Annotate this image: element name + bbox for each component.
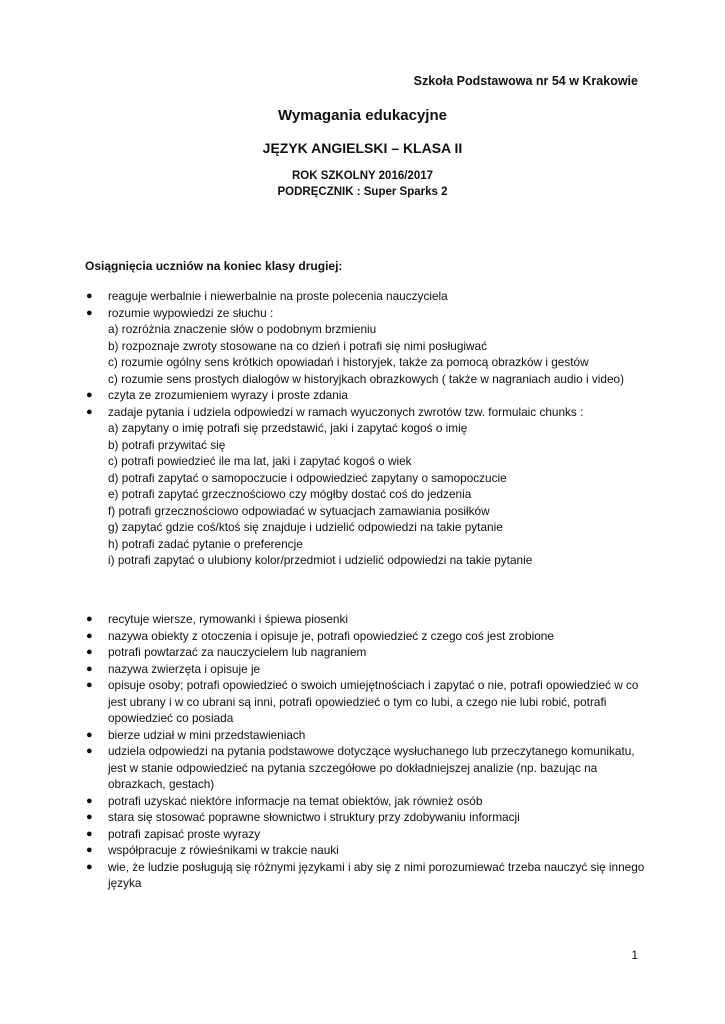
list-item [85,611,645,628]
sub-item: c) rozumie sens prostych dialogów w historyjkach obrazkowych ( także w nagraniach audio i video) [108,371,625,386]
sub-item: d) potrafi zapytać o samopoczucie i odpowiedzieć zapytany o samopoczucie [108,470,507,485]
bullet-icon: ● [86,811,93,823]
list-item [85,661,645,678]
bullet-icon: ● [86,646,93,658]
list-item-text: potrafi zapisać proste wyrazy [108,826,261,841]
list-item [85,628,645,645]
section-heading: Osiągnięcia uczniów na koniec klasy drugiej: [85,259,343,273]
bullet-icon: ● [86,290,93,302]
list-item-text: współpracuje z rówieśnikami w trakcie nauki [108,843,339,857]
sub-item: f) potrafi grzecznościowo odpowiadać w sytuacjach zamawiania posiłków [108,503,490,518]
sub-item: h) potrafi zadać pytanie o preferencje [108,536,303,551]
list-item [85,677,645,727]
list-item [85,743,645,793]
bullet-icon: ● [86,728,93,741]
bullet-icon: ● [86,306,93,319]
list-item-text: nazywa zwierzęta i opisuje je [108,661,261,676]
bullet-icon: ● [86,629,93,642]
sub-item: b) potrafi przywitać się [108,437,226,452]
list-item [85,826,645,843]
achievements-list-1 [85,288,645,569]
list-item-text: bierze udział w mini przedstawieniach [108,727,306,742]
list-item-text: zadaje pytania i udziela odpowiedzi w ramach wyuczonych zwrotów tzw. formulaic chunks : [108,404,584,419]
page-number: 1 [631,948,638,962]
bullet-icon: ● [86,745,93,757]
bullet-icon: ● [86,827,93,840]
list-item-text: stara się stosować poprawne słownictwo i struktury przy zdobywaniu informacji [108,810,520,824]
school-name: Szkoła Podstawowa nr 54 w Krakowie [413,74,638,88]
sub-item: a) zapytany o imię potrafi się przedstawić, jaki i zapytać kogoś o imię [108,421,468,435]
list-item [85,727,645,744]
sub-item: c) potrafi powiedzieć ile ma lat, jaki i zapytać kogoś o wiek [108,454,412,468]
document-title: Wymagania edukacyjne [278,107,447,124]
list-item [85,305,645,388]
list-item [85,842,645,859]
list-item [85,387,645,404]
list-item [85,809,645,826]
textbook-title: PODRĘCZNIK : Super Sparks 2 [277,186,448,198]
sub-item: c) rozumie ogólny sens krótkich opowiadań i historyjek, także za pomocą obrazków i gestów [108,355,589,369]
list-item-text: recytuje wiersze, rymowanki i śpiewa piosenki [108,612,348,626]
list-item-text: udziela odpowiedzi na pytania podstawowe dotyczące wysłuchanego lub przeczytanego komunikatu, jest w stanie odpowiedzieć na pytania szczegółowe po dokładniejszej analizie (np. bazując na obrazkach, gestach) [108,744,635,791]
list-item-text: potrafi powtarzać za nauczycielem lub nagraniem [108,645,367,659]
bullet-icon: ● [86,844,93,856]
sub-item: g) zapytać gdzie coś/ktoś się znajduje i udzielić odpowiedzi na takie pytanie [108,520,503,534]
bullet-icon: ● [86,389,93,401]
bullet-icon: ● [86,662,93,675]
bullet-icon: ● [86,794,93,807]
sub-item: i) potrafi zapytać o ulubiony kolor/przedmiot i udzielić odpowiedzi na takie pytanie [108,553,533,567]
list-item-text: reaguje werbalnie i niewerbalnie na proste polecenia nauczyciela [108,289,448,303]
list-item [85,793,645,810]
list-item-text: wie, że ludzie posługują się różnymi językami i aby się z nimi porozumiewać trzeba nauczyć się innego języka [108,859,645,890]
bullet-icon: ● [86,679,93,691]
list-item-text: nazywa obiekty z otoczenia i opisuje je, potrafi opowiedzieć z czego coś jest zrobione [108,628,554,643]
list-item-text: potrafi uzyskać niektóre informacje na temat obiektów, jak również osób [108,793,483,808]
bullet-icon: ● [86,405,93,418]
achievements-list-2 [85,611,645,892]
list-item-text: rozumie wypowiedzi ze słuchu : [108,305,274,320]
sub-item: e) potrafi zapytać grzecznościowo czy mógłby dostać coś do jedzenia [108,487,472,501]
list-item [85,644,645,661]
bullet-icon: ● [86,613,93,625]
subject-title: JĘZYK ANGIELSKI – KLASA II [262,140,463,156]
bullet-icon: ● [86,860,93,873]
list-item [85,288,645,305]
sub-item: a) rozróżnia znaczenie słów o podobnym brzmieniu [108,322,377,336]
list-item [85,404,645,569]
list-item-text: czyta ze zrozumieniem wyrazy i proste zdania [108,388,348,402]
school-year: ROK SZKOLNY 2016/2017 [291,170,434,182]
list-item-text: opisuje osoby; potrafi opowiedzieć o swoich umiejętnościach i zapytać o nie, potrafi opowiedzieć w co jest ubrany i w co ubrani są inni, potrafi opowiedzieć o tym co lubi, a czego nie lubi robić, potrafi opowiedzieć co posiada [108,678,639,725]
sub-item: b) rozpoznaje zwroty stosowane na co dzień i potrafi się nimi posługiwać [108,338,487,353]
list-item [85,859,645,892]
